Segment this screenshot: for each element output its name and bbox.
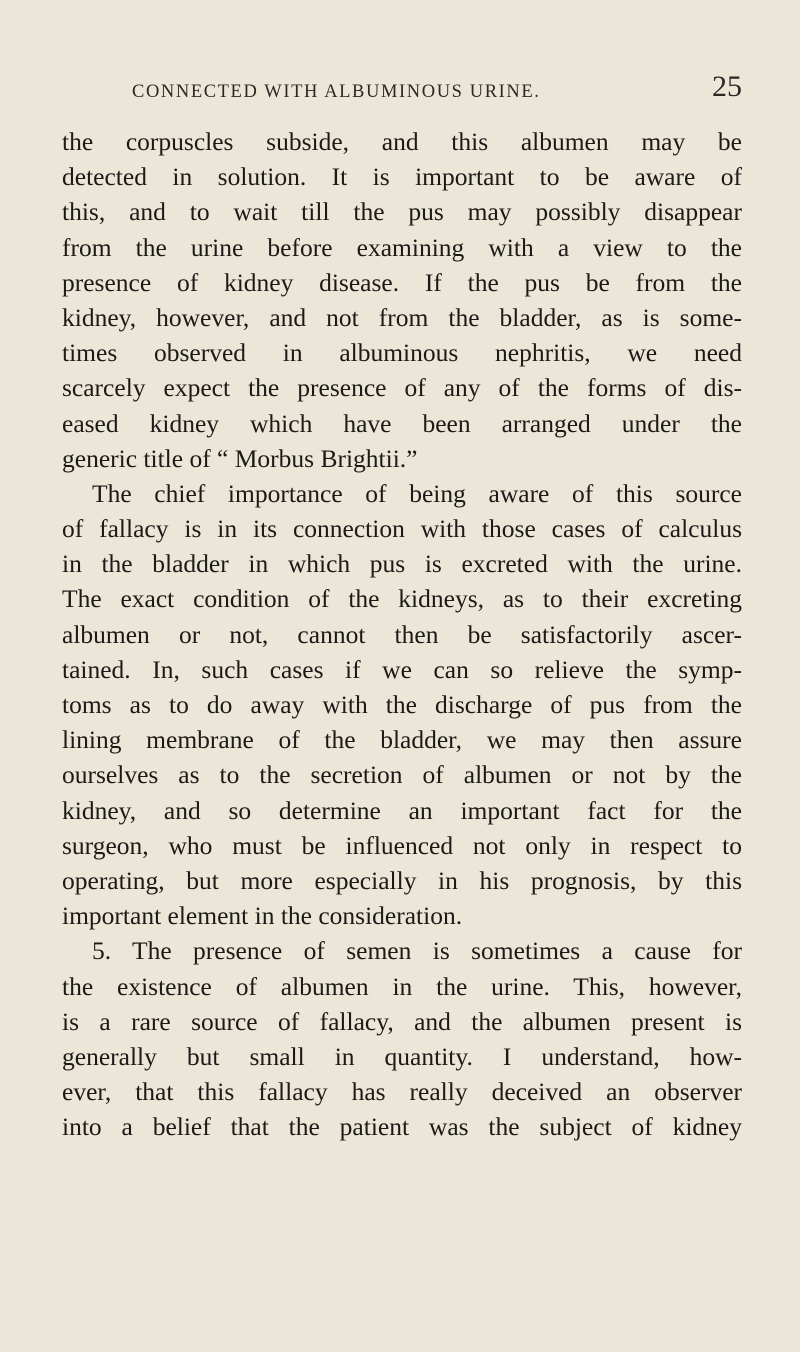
text-line: into a belief that the patient was the subject of kidney	[62, 1112, 742, 1142]
text-line: lining membrane of the bladder, we may then assure	[62, 725, 742, 755]
text-line: kidney, however, and not from the bladder, as is some-	[62, 302, 742, 332]
text-line: ourselves as to the secretion of albumen or not by the	[62, 760, 742, 790]
text-line: albumen or not, cannot then be satisfactorily ascer-	[62, 619, 742, 649]
paragraph-start-line: The chief importance of being aware of this source	[92, 478, 742, 508]
paragraph-start-line: 5. The presence of semen is sometimes a cause for	[92, 936, 742, 966]
running-title: CONNECTED WITH ALBUMINOUS URINE.	[132, 82, 541, 102]
page-number: 25	[712, 70, 742, 103]
text-line: from the urine before examining with a view to the	[62, 232, 742, 262]
text-line: The exact condition of the kidneys, as to their excreting	[62, 584, 742, 614]
body-text	[62, 124, 742, 1144]
text-line: operating, but more especially in his prognosis, by this	[62, 865, 742, 895]
text-line: times observed in albuminous nephritis, we need	[62, 338, 742, 368]
text-line: the corpuscles subside, and this albumen may be	[62, 127, 742, 156]
text-line: in the bladder in which pus is excreted with the urine.	[62, 549, 742, 579]
text-line: of fallacy is in its connection with those cases of calculus	[62, 514, 742, 544]
text-line: the existence of albumen in the urine. This, however,	[62, 971, 742, 1001]
text-line: is a rare source of fallacy, and the albumen present is	[62, 1006, 742, 1036]
text-line: toms as to do away with the discharge of pus from the	[62, 690, 742, 719]
text-line: presence of kidney disease. If the pus be from the	[62, 267, 742, 297]
text-line: scarcely expect the presence of any of the forms of dis-	[62, 373, 742, 403]
text-line: eased kidney which have been arranged under the	[62, 408, 742, 438]
text-line: kidney, and so determine an important fact for the	[62, 795, 742, 825]
text-line: tained. In, such cases if we can so relieve the symp-	[62, 654, 742, 684]
text-line: generally but small in quantity. I understand, how-	[62, 1041, 742, 1071]
text-line: important element in the consideration.	[62, 901, 463, 931]
running-head	[62, 70, 742, 116]
text-line: detected in solution. It is important to be aware of	[62, 162, 742, 192]
text-line: generic title of “ Morbus Brightii.”	[62, 443, 418, 473]
text-line: surgeon, who must be influenced not only in respect to	[62, 830, 742, 860]
text-line: this, and to wait till the pus may possibly disappear	[62, 197, 742, 227]
text-line: ever, that this fallacy has really deceived an observer	[62, 1077, 742, 1107]
